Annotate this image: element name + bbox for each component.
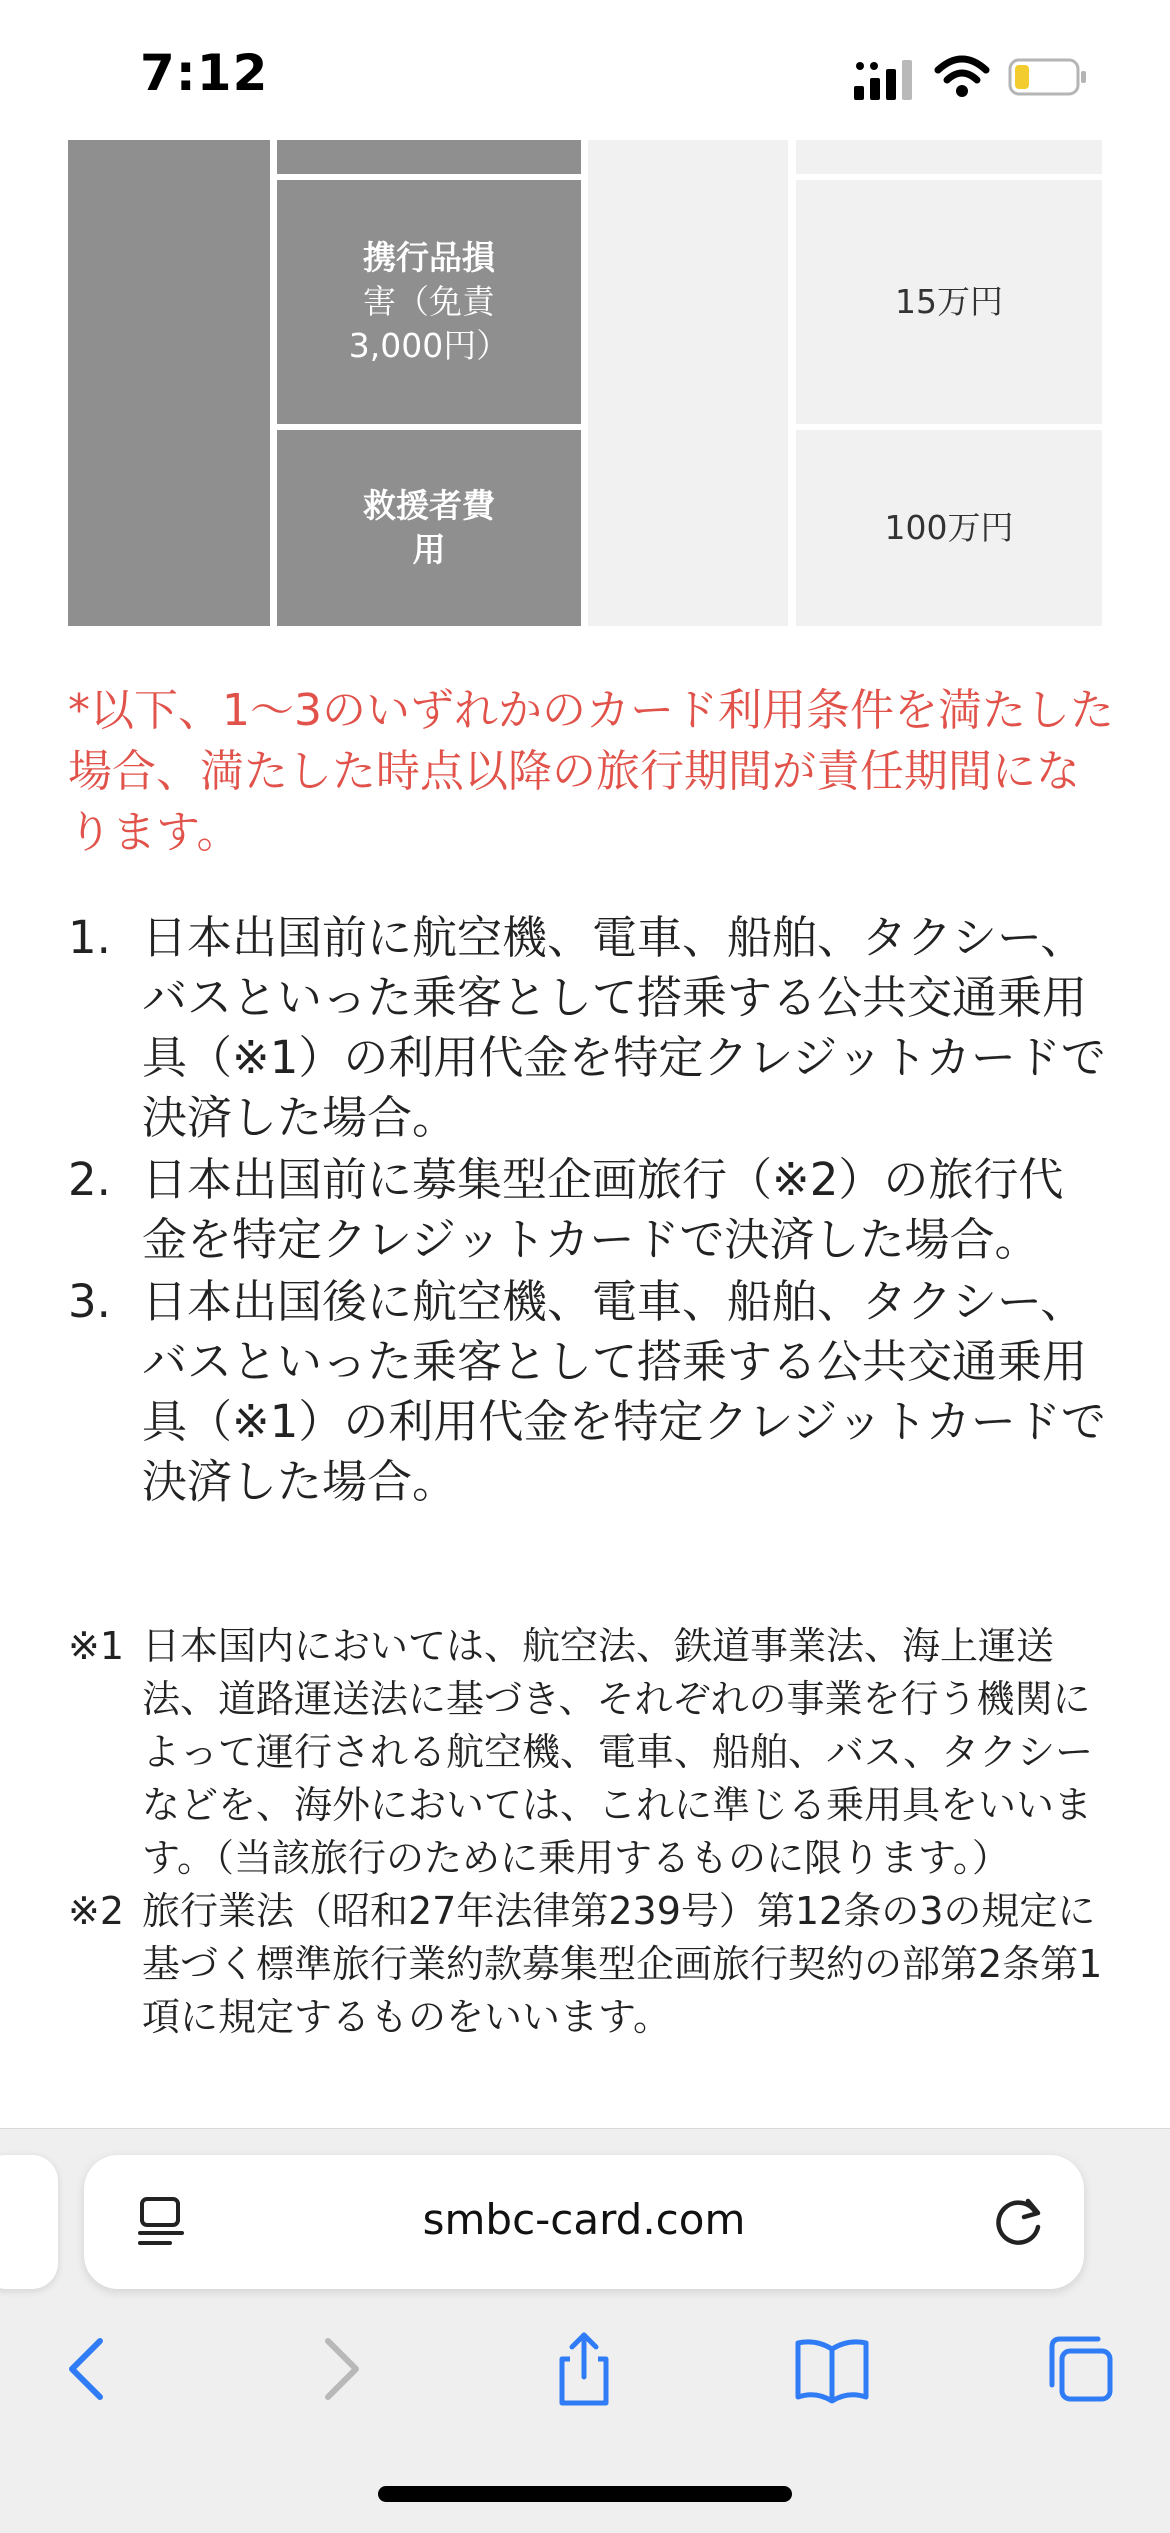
table-row-label <box>277 180 581 424</box>
status-bar <box>0 0 1170 140</box>
list-text: 日本出国前に航空機、電車、船舶、タクシー、バスといった乗客として搭乗する公共交通乗用具（※1）の利用代金を特定クレジットカードで決済した場合。 <box>142 911 1106 1144</box>
row-value: 100万円 <box>884 508 1014 547</box>
table-row-value <box>796 430 1102 626</box>
coverage-table <box>0 140 1170 626</box>
table-category-cell <box>68 140 270 626</box>
home-indicator <box>378 2486 792 2502</box>
row-label-line: 救援者費 <box>363 486 495 525</box>
footnote <box>68 1620 1118 1885</box>
list-item <box>68 1272 1108 1512</box>
forward-icon[interactable] <box>300 2329 380 2409</box>
status-time: 7:12 <box>140 44 269 102</box>
list-number: 1. <box>68 911 111 964</box>
browser-toolbar <box>0 2128 1170 2533</box>
wifi-icon <box>934 54 990 98</box>
list-number: 3. <box>68 1275 111 1328</box>
url-text[interactable]: smbc-card.com <box>422 2195 746 2244</box>
reload-icon[interactable] <box>992 2193 1048 2249</box>
footnote <box>68 1885 1118 2044</box>
battery-icon <box>1008 58 1088 96</box>
signal-icon <box>854 58 916 100</box>
list-text: 日本出国前に募集型企画旅行（※2）の旅行代金を特定クレジットカードで決済した場合。 <box>142 1153 1064 1266</box>
footnote-text: 旅行業法（昭和27年法律第239号）第12条の3の規定に基づく標準旅行業約款募集型企画旅行契約の部第2条第1項に規定するものをいいます。 <box>142 1889 1103 2039</box>
back-icon[interactable] <box>48 2329 128 2409</box>
conditions-note: *以下、1〜3のいずれかのカード利用条件を満たした場合、満たした時点以降の旅行期間が責任期間になります。 <box>68 685 1114 858</box>
tabs-icon[interactable] <box>1040 2329 1120 2409</box>
address-bar[interactable] <box>84 2155 1084 2289</box>
footnote-mark: ※1 <box>68 1624 125 1668</box>
table-row-label <box>277 430 581 626</box>
row-value: 15万円 <box>895 282 1003 321</box>
table-label-cell <box>277 140 581 174</box>
table-row-value <box>796 180 1102 424</box>
list-item <box>68 1150 1108 1270</box>
row-label-line: 害（免責 <box>362 282 495 321</box>
conditions-list <box>68 908 1108 1514</box>
row-label-line: 携行品損 <box>362 238 495 277</box>
footnotes <box>68 1620 1118 2044</box>
table-value-cell <box>796 140 1102 174</box>
list-item <box>68 908 1108 1148</box>
list-text: 日本出国後に航空機、電車、船舶、タクシー、バスといった乗客として搭乗する公共交通乗用具（※1）の利用代金を特定クレジットカードで決済した場合。 <box>142 1275 1106 1508</box>
previous-tab-preview[interactable] <box>0 2155 58 2289</box>
bookmarks-icon[interactable] <box>792 2329 872 2409</box>
list-number: 2. <box>68 1153 111 1206</box>
row-label-line: 用 <box>412 530 446 569</box>
footnote-text: 日本国内においては、航空法、鉄道事業法、海上運送法、道路運送法に基づき、それぞれの事業を行う機関によって運行される航空機、電車、船舶、バス、タクシーなどを、海外においては、これに準じる乗用具をいいます。（当該旅行のために乗用するものに限ります。） <box>142 1624 1094 1880</box>
footnote-mark: ※2 <box>68 1889 125 1933</box>
row-label-line: 3,000円） <box>348 326 510 365</box>
table-blank-cell <box>588 140 788 626</box>
share-icon[interactable] <box>544 2329 624 2409</box>
